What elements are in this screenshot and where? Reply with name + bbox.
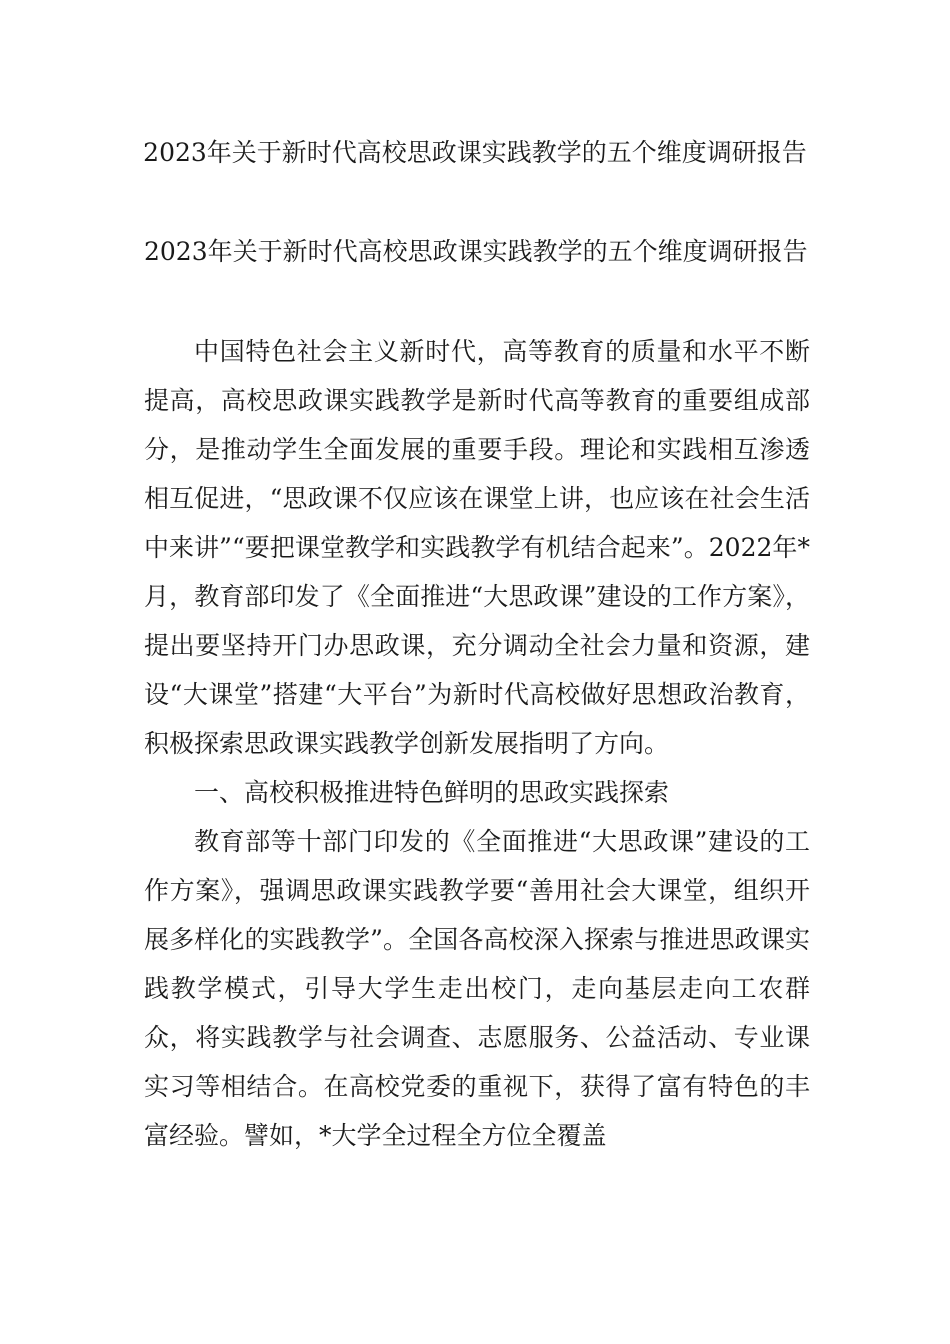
section-heading-1: 一、高校积极推进特色鲜明的思政实践探索 — [194, 778, 670, 807]
document-title: 2023年关于新时代高校思政课实践教学的五个维度调研报告 — [143, 138, 807, 167]
intro-paragraph: 中国特色社会主义新时代，高等教育的质量和水平不断提高，高校思政课实践教学是新时代高等教育的重要组成部分，是推动学生全面发展的重要手段。理论和实践相互渗透相互促进，“思政课不仅应该在课堂上讲，也应该在社会生活中来讲”“要把课堂教学和实践教学有机结合起来”。2022年*月，教育部印发了《全面推进“大思政课”建设的工作方案》，提出要坚持开门办思政课，充分调动全社会力量和资源，建设“大课堂”搭建“大平台”为新时代高校做好思想政治教育，积极探索思政课实践教学创新发展指明了方向。 — [144, 337, 810, 758]
section-1-paragraph: 教育部等十部门印发的《全面推进“大思政课”建设的工作方案》，强调思政课实践教学要“善用社会大课堂，组织开展多样化的实践教学”。全国各高校深入探索与推进思政课实践教学模式，引导大学生走出校门，走向基层走向工农群众，将实践教学与社会调查、志愿服务、公益活动、专业课实习等相结合。在高校党委的重视下，获得了富有特色的丰富经验。譬如，*大学全过程全方位全覆盖 — [144, 827, 810, 1150]
document-body — [144, 327, 810, 1160]
document-subtitle: 2023年关于新时代高校思政课实践教学的五个维度调研报告 — [144, 237, 808, 266]
